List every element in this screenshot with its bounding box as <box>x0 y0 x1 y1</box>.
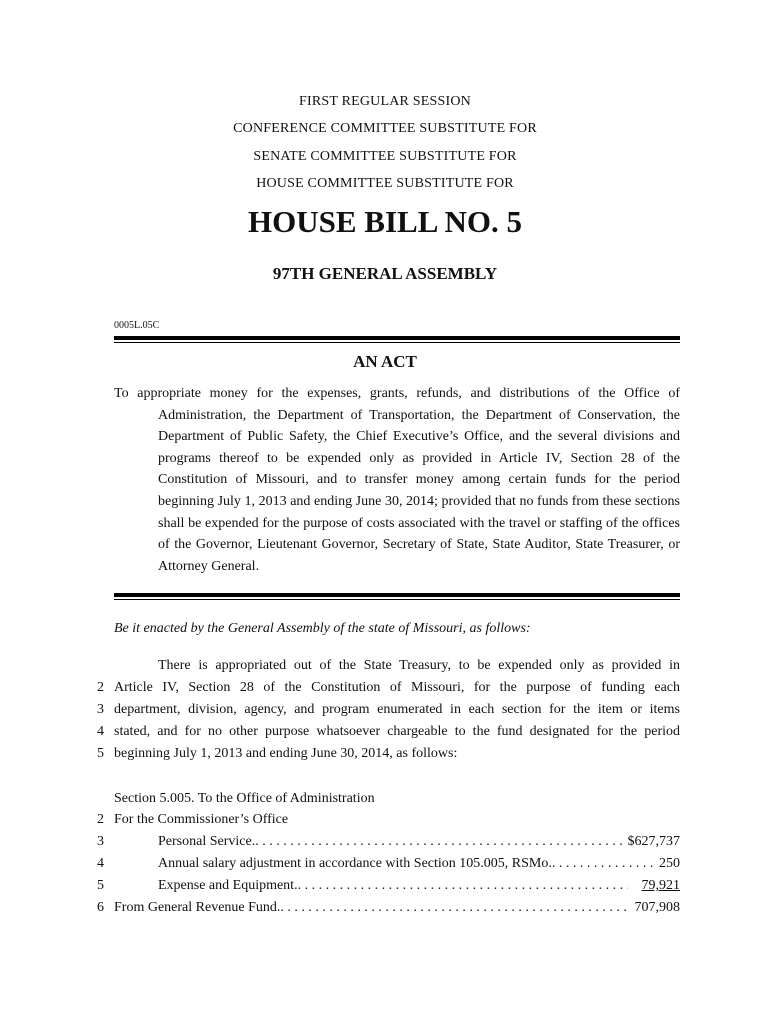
session-line: FIRST REGULAR SESSION <box>299 94 471 109</box>
substitute-line-2: SENATE COMMITTEE SUBSTITUTE FOR <box>253 149 517 164</box>
bottom-divider <box>114 593 680 600</box>
fund-total <box>114 898 680 918</box>
lr-code: 0005L.05C <box>114 320 160 331</box>
body-line-3: department, division, agency, and program enumerated in each section for the item or items <box>114 702 680 717</box>
line-number: 2 <box>97 812 104 827</box>
section-heading: Section 5.005. To the Office of Administration <box>114 791 375 806</box>
body-line-1: There is appropriated out of the State Treasury, to be expended only as provided in <box>158 658 680 673</box>
substitute-line-1: CONFERENCE COMMITTEE SUBSTITUTE FOR <box>233 121 537 136</box>
line-number: 4 <box>97 724 104 739</box>
leader-dots <box>280 898 630 918</box>
appropriation-item <box>158 832 680 852</box>
line-number: 5 <box>97 878 104 893</box>
act-title-paragraph: To appropriate money for the expenses, grants, refunds, and distributions of the Office of Administration, the Department of Transportation, the Department of Conservation, the Department of Public Safety, the Chief Executive’s Office, and the several divisions and programs thereof to be expended only as provided in Article IV, Section 28 of the Constitution of Missouri, and to transfer money among certain funds for the period beginning July 1, 2013 and ending June 30, 2014; provided that no funds from these sections shall be expended for the purpose of costs associated with the travel or staffing of the offices of the Governor, Lieutenant Governor, Secretary of State, State Auditor, State Treasurer, or Attorney General. <box>114 386 680 574</box>
item-amount: 79,921 <box>641 878 680 893</box>
fund-amount: 707,908 <box>634 900 680 915</box>
line-number: 2 <box>97 680 104 695</box>
act-heading: AN ACT <box>353 352 417 371</box>
item-label: Annual salary adjustment in accordance with Section 105.005, RSMo. <box>158 856 552 871</box>
substitute-line-3: HOUSE COMMITTEE SUBSTITUTE FOR <box>256 176 514 191</box>
fund-label: From General Revenue Fund. <box>114 900 281 915</box>
general-assembly: 97TH GENERAL ASSEMBLY <box>272 264 498 283</box>
body-line-5: beginning July 1, 2013 and ending June 30, 2014, as follows: <box>114 746 458 761</box>
item-amount: 250 <box>659 856 680 871</box>
item-label: Expense and Equipment. <box>158 878 298 893</box>
item-amount: $627,737 <box>627 834 680 849</box>
line-number: 3 <box>97 834 104 849</box>
leader-dots <box>298 876 628 896</box>
line-number: 4 <box>97 856 104 871</box>
appropriation-item <box>158 876 680 896</box>
body-line-2: Article IV, Section 28 of the Constitution of Missouri, for the purpose of funding each <box>114 680 680 695</box>
line-number: 3 <box>97 702 104 717</box>
body-line-4: stated, and for no other purpose whatsoever chargeable to the fund designated for the period <box>114 724 680 739</box>
top-divider <box>114 336 680 343</box>
appropriation-item <box>158 854 680 874</box>
section-office: For the Commissioner’s Office <box>114 812 289 827</box>
leader-dots <box>255 832 623 852</box>
item-label: Personal Service. <box>158 834 256 849</box>
enacting-clause: Be it enacted by the General Assembly of the state of Missouri, as follows: <box>114 621 531 636</box>
bill-title: HOUSE BILL NO. 5 <box>248 204 522 239</box>
line-number: 6 <box>97 900 104 915</box>
leader-dots <box>552 854 655 874</box>
line-number: 5 <box>97 746 104 761</box>
